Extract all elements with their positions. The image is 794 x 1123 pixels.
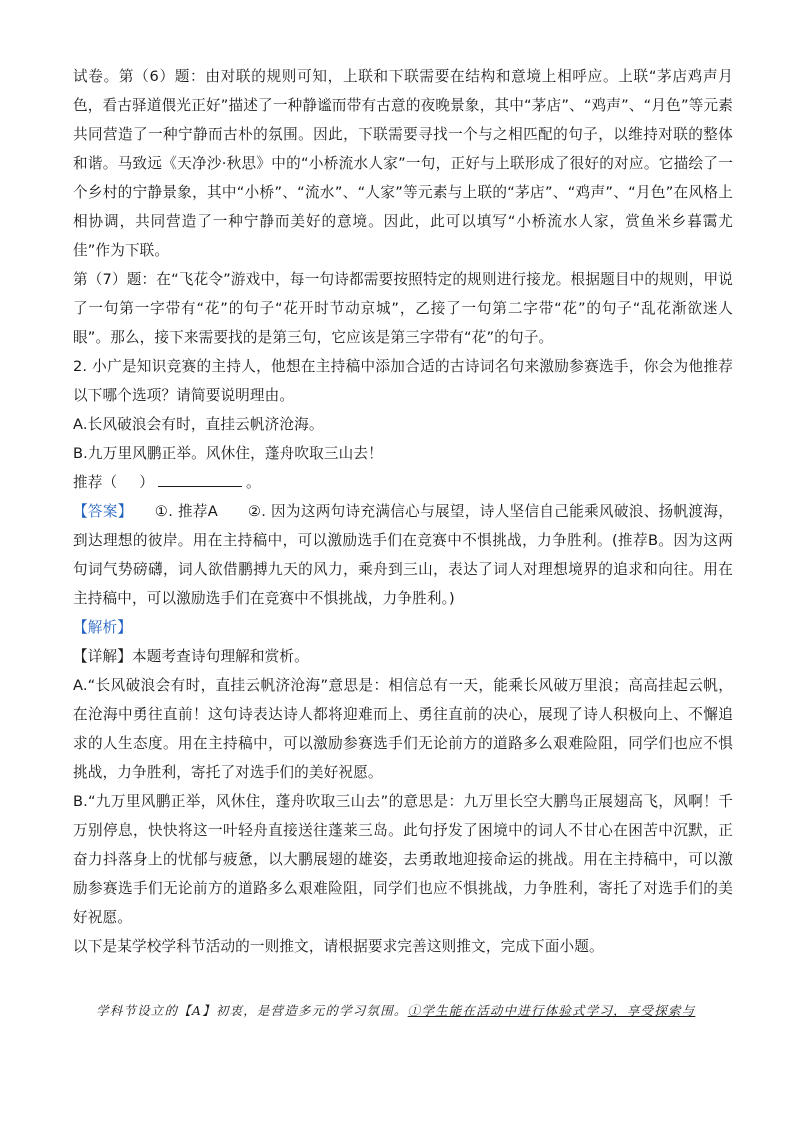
recommend-suffix: ）: [139, 474, 154, 491]
tweet-excerpt-plain: 学科节设立的【A】初衷，是营造多元的学习氛围。: [96, 1003, 408, 1018]
option-b: B.九万里风鹏正举。风休住，蓬舟吹取三山去！: [73, 445, 383, 462]
question-2-stem: 2. 小广是知识竞赛的主持人，他想在主持稿中添加合适的古诗词名句来激励参赛选手，你会为他推荐以下哪个选项？请简要说明理由。: [73, 358, 733, 404]
explanation-b: B.“九万里风鹏正举，风休住，蓬舟吹取三山去”的意思是：九万里长空大鹏鸟正展翅高飞，风啊！千万别停息，快快将这一叶轻舟直接送往蓬莱三岛。此句抒发了困境中的词人不甘心在困苦中沉默，正奋力抖落身上的忧郁与疲惫，以大鹏展翅的雄姿，去勇敢地迎接命运的挑战。用在主持稿中，可以激励参赛选手们无论前方的道路多么艰难险阻，同学们也应不惧挑战，力争胜利，寄托了对选手们的美好祝愿。: [73, 793, 733, 926]
explanation-a: A.“长风破浪会有时，直挂云帆济沧海”意思是：相信总有一天，能乘长风破万里浪；高高挂起云帆，在沧海中勇往直前！这句诗表达诗人都将迎难而上、勇往直前的决心，展现了诗人积极向上、不懈追求的人生态度。用在主持稿中，可以激励参赛选手们无论前方的道路多么艰难险阻，同学们也应不惧挑战，力争胜利，寄托了对选手们的美好祝愿。: [73, 677, 733, 781]
detail-line: 【详解】本题考查诗句理解和赏析。: [73, 648, 309, 665]
tweet-excerpt-line: [96, 1002, 736, 1020]
answer-blank-line: [158, 470, 242, 487]
analysis-tag: 【解析】: [73, 619, 132, 636]
recommend-prefix: 推荐（: [73, 474, 118, 491]
document-body: [73, 62, 733, 961]
tweet-excerpt-underlined: ①学生能在活动中进行体验式学习，享受探索与: [407, 1003, 696, 1018]
paragraph-q7: 第（7）题：在“飞花令”游戏中，每一句诗都需要按照特定的规则进行接龙。根据题目中的规则，甲说了一句第一字带有“花”的句子“花开时节动京城”，乙接了一句第二字带“花”的句子“乱花渐欲迷人眼”。那么，接下来需要找的是第三句，它应该是第三字带有“花”的句子。: [73, 271, 733, 346]
intro-line: 以下是某学校学科节活动的一则推文，请根据要求完善这则推文，完成下面小题。: [73, 938, 604, 955]
answer-paragraph: [73, 497, 733, 613]
option-a: A.长风破浪会有时，直挂云帆济沧海。: [73, 416, 324, 433]
answer-text: ①. 推荐A ②. 因为这两句诗充满信心与展望，诗人坚信自己能乘风破浪、扬帆渡海，到达理想的彼岸。用在主持稿中，可以激励选手们在竞赛中不惧挑战，力争胜利。(推荐B。因为这两句词气势磅礴，词人欲借鹏搏九天的风力，乘舟到三山，表达了词人对理想境界的追求和向往。用在主持稿中，可以激励选手们在竞赛中不惧挑战，力争胜利。): [73, 503, 733, 607]
answer-tag: 【答案】: [73, 503, 133, 520]
recommend-line: [73, 468, 733, 497]
paragraph-q6: 试卷。第（6）题：由对联的规则可知，上联和下联需要在结构和意境上相呼应。上联“茅店鸡声月色，看古驿道偎光正好”描述了一种静谧而带有古意的夜晚景象，其中“茅店”、“鸡声”、“月色”等元素共同营造了一种宁静而古朴的氛围。因此，下联需要寻找一个与之相匹配的句子，以维持对联的整体和谐。马致远《天净沙·秋思》中的“小桥流水人家”一句，正好与上联形成了很好的对应。它描绘了一个乡村的宁静景象，其中“小桥”、“流水”、“人家”等元素与上联的“茅店”、“鸡声”、“月色”在风格上相协调，共同营造了一种宁静而美好的意境。因此，此可以填写“小桥流水人家，赏鱼米乡暮霭尤佳”作为下联。: [73, 68, 733, 259]
recommend-end: 。: [245, 474, 261, 491]
